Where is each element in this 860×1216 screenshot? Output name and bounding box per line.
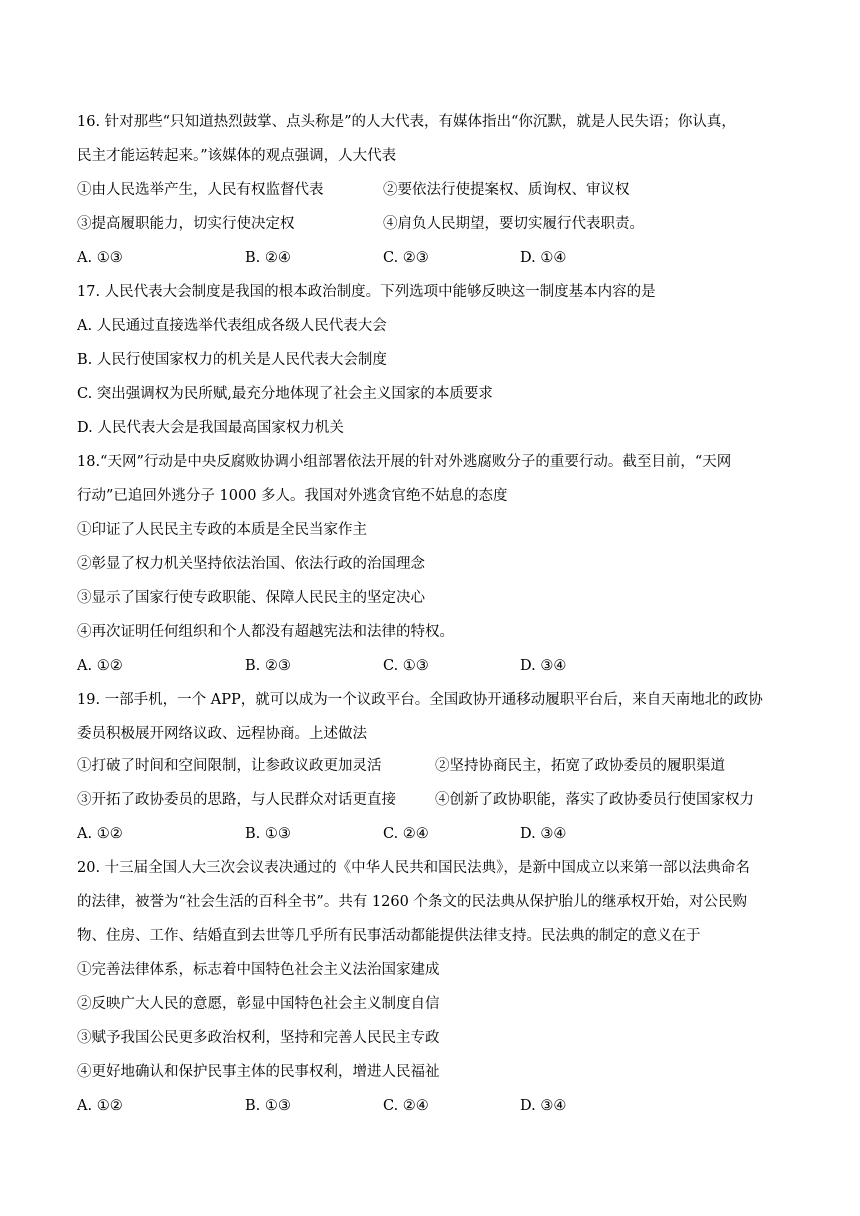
q16-option-4: ④肩负人民期望，要切实履行代表职责。 xyxy=(383,216,644,232)
q19-stem-line-1: 19. 一部手机，一个 APP，就可以成为一个议政平台。全国政协开通移动履职平台后，来自天南地北的政协 xyxy=(77,692,763,708)
q16-choice-d: D. ①④ xyxy=(520,250,567,266)
q20-stem-line-2: 的法律，被誉为“社会生活的百科全书”。共有 1260 个条文的民法典从保护胎儿的继承权开始，对公民购 xyxy=(77,894,747,910)
q16-stem-line-2: 民主才能运转起来。”该媒体的观点强调，人大代表 xyxy=(77,148,397,164)
q18-option-2: ②彰显了权力机关坚持依法治国、依法行政的治国理念 xyxy=(77,556,425,572)
q20-option-3: ③赋予我国公民更多政治权利，坚持和完善人民民主专政 xyxy=(77,1030,440,1046)
q19-stem-line-2: 委员积极展开网络议政、远程协商。上述做法 xyxy=(77,726,367,742)
q20-stem-line-3: 物、住房、工作、结婚直到去世等几乎所有民事活动都能提供法律支持。民法典的制定的意义在于 xyxy=(77,928,701,944)
q17-stem: 17. 人民代表大会制度是我国的根本政治制度。下列选项中能够反映这一制度基本内容的是 xyxy=(77,284,656,300)
q19-choice-c: C. ②④ xyxy=(383,826,429,842)
q19-choice-d: D. ③④ xyxy=(520,826,567,842)
q16-choice-c: C. ②③ xyxy=(383,250,429,266)
q18-choice-d: D. ③④ xyxy=(520,658,567,674)
q20-stem-line-1: 20. 十三届全国人大三次会议表决通过的《中华人民共和国民法典》，是新中国成立以来第一部以法典命名 xyxy=(77,860,750,876)
q16-option-2: ②要依法行使提案权、质询权、审议权 xyxy=(383,182,630,198)
q20-choice-c: C. ②④ xyxy=(383,1098,429,1114)
q19-option-1: ①打破了时间和空间限制，让参政议政更加灵活 xyxy=(77,758,382,774)
q16-option-1: ①由人民选举产生，人民有权监督代表 xyxy=(77,182,324,198)
q18-stem-line-1: 18.“天网”行动是中央反腐败协调小组部署依法开展的针对外逃腐败分子的重要行动。截至目前，“天网 xyxy=(77,454,732,470)
q18-choice-a: A. ①② xyxy=(77,658,123,674)
q17-option-a: A. 人民通过直接选举代表组成各级人民代表大会 xyxy=(77,318,387,334)
q17-option-d: D. 人民代表大会是我国最高国家权力机关 xyxy=(77,420,344,436)
q18-choice-b: B. ②③ xyxy=(245,658,291,674)
q18-stem-line-2: 行动”已追回外逃分子 1000 多人。我国对外逃贪官绝不姑息的态度 xyxy=(77,488,508,504)
q16-stem-line-1: 16. 针对那些“只知道热烈鼓掌、点头称是”的人大代表，有媒体指出“你沉默，就是人民失语；你认真， xyxy=(77,114,736,130)
q18-option-4: ④再次证明任何组织和个人都没有超越宪法和法律的特权。 xyxy=(77,624,454,640)
q19-option-2: ②坚持协商民主，拓宽了政协委员的履职渠道 xyxy=(435,758,725,774)
q18-option-1: ①印证了人民民主专政的本质是全民当家作主 xyxy=(77,522,367,538)
q16-option-3: ③提高履职能力，切实行使决定权 xyxy=(77,216,295,232)
q20-option-1: ①完善法律体系，标志着中国特色社会主义法治国家建成 xyxy=(77,962,440,978)
q18-option-3: ③显示了国家行使专政职能、保障人民民主的坚定决心 xyxy=(77,590,425,606)
q16-choice-a: A. ①③ xyxy=(77,250,123,266)
q20-choice-b: B. ①③ xyxy=(245,1098,291,1114)
q16-choice-b: B. ②④ xyxy=(245,250,291,266)
q20-choice-d: D. ③④ xyxy=(520,1098,567,1114)
q19-option-3: ③开拓了政协委员的思路，与人民群众对话更直接 xyxy=(77,792,396,808)
q20-choice-a: A. ①② xyxy=(77,1098,123,1114)
q20-option-2: ②反映广大人民的意愿，彰显中国特色社会主义制度自信 xyxy=(77,996,440,1012)
q17-option-c: C. 突出强调权为民所赋,最充分地体现了社会主义国家的本质要求 xyxy=(77,386,493,402)
q17-option-b: B. 人民行使国家权力的机关是人民代表大会制度 xyxy=(77,352,387,368)
q18-choice-c: C. ①③ xyxy=(383,658,429,674)
q20-option-4: ④更好地确认和保护民事主体的民事权利，增进人民福祉 xyxy=(77,1064,440,1080)
q19-choice-b: B. ①③ xyxy=(245,826,291,842)
q19-choice-a: A. ①② xyxy=(77,826,123,842)
q19-option-4: ④创新了政协职能，落实了政协委员行使国家权力 xyxy=(435,792,754,808)
